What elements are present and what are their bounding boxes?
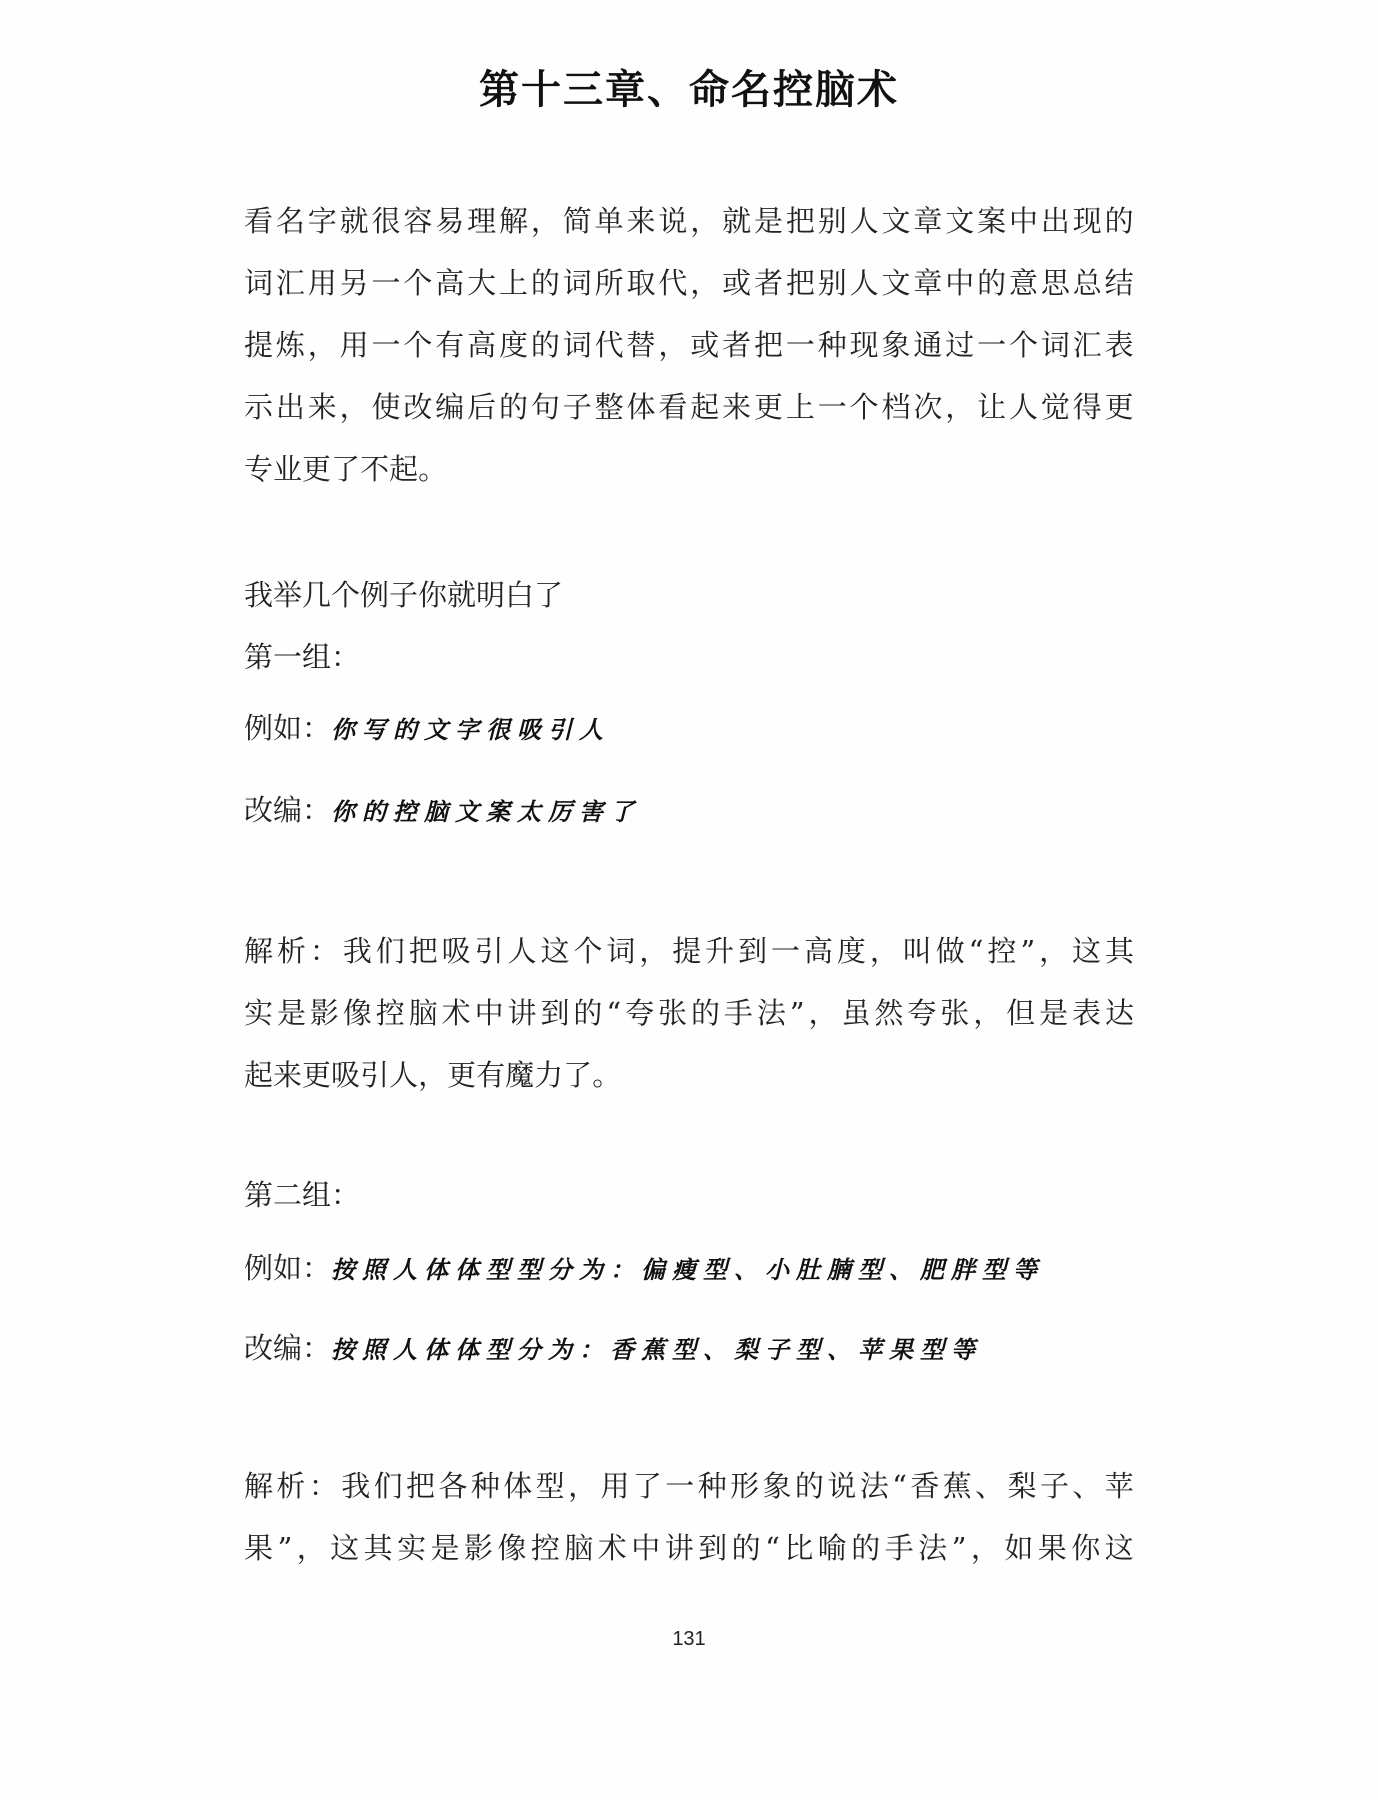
adapted-text: 按照人体体型分为：香蕉型、梨子型、苹果型等 <box>331 1336 983 1364</box>
group1-analysis <box>244 920 1134 1106</box>
intro-line: 专 业 更 了 不 起 。 <box>244 452 448 486</box>
group1-heading: 第一组： <box>244 640 361 674</box>
group2-adapted <box>244 1328 982 1370</box>
analysis-line: 果 ” ， 这 其 实 是 影 像 控 脑 术 中 讲 到 的 “ 比 喻 的 手 法 ” ， 如 果 你 这 <box>244 1531 1134 1565</box>
example-label: 例如： <box>244 1251 332 1285</box>
example-label: 例如： <box>244 711 332 745</box>
intro-line: 示 出 来 ， 使 改 编 后 的 句 子 整 体 看 起 来 更 上 一 个 档 次 ， 让 人 觉 得 更 <box>244 390 1134 424</box>
intro-line: 词 汇 用 另 一 个 高 大 上 的 词 所 取 代 ， 或 者 把 别 人 文 章 中 的 意 思 总 结 <box>244 266 1134 300</box>
group1-example <box>244 708 610 750</box>
analysis-line: 实 是 影 像 控 脑 术 中 讲 到 的 “ 夸 张 的 手 法 ” ， 虽 然 夸 张 ， 但 是 表 达 <box>244 996 1134 1030</box>
adapted-label: 改编： <box>244 1331 332 1365</box>
analysis-line: 起 来 更 吸 引 人 ， 更 有 魔 力 了 。 <box>244 1058 622 1092</box>
analysis-line: 解 析 ： 我 们 把 吸 引 人 这 个 词 ， 提 升 到 一 高 度 ， 叫 做 “ 控 ” ， 这 其 <box>244 934 1134 968</box>
group2-heading: 第二组： <box>244 1178 361 1212</box>
group2-example <box>244 1248 1044 1290</box>
adapted-text: 你的控脑文案太厉害了 <box>331 798 642 826</box>
analysis-line: 解 析 ： 我 们 把 各 种 体 型 ， 用 了 一 种 形 象 的 说 法 “ 香 蕉 、 梨 子 、 苹 <box>244 1469 1134 1503</box>
intro-paragraph <box>244 190 1134 500</box>
intro-line: 看 名 字 就 很 容 易 理 解 ， 简 单 来 说 ， 就 是 把 别 人 文 章 文 案 中 出 现 的 <box>244 204 1134 238</box>
group2-analysis <box>244 1455 1134 1579</box>
example-text: 你写的文字很吸引人 <box>331 716 611 744</box>
examples-intro: 我举几个例子你就明白了 <box>244 578 564 612</box>
chapter-title: 第十三章、命名控脑术 <box>479 67 899 113</box>
intro-line: 提 炼 ， 用 一 个 有 高 度 的 词 代 替 ， 或 者 把 一 种 现 象 通 过 一 个 词 汇 表 <box>244 328 1134 362</box>
adapted-label: 改编： <box>244 793 332 827</box>
example-text: 按照人体体型型分为：偏瘦型、小肚腩型、肥胖型等 <box>331 1256 1045 1284</box>
page-number: 131 <box>672 1628 706 1650</box>
group1-adapted <box>244 790 641 832</box>
